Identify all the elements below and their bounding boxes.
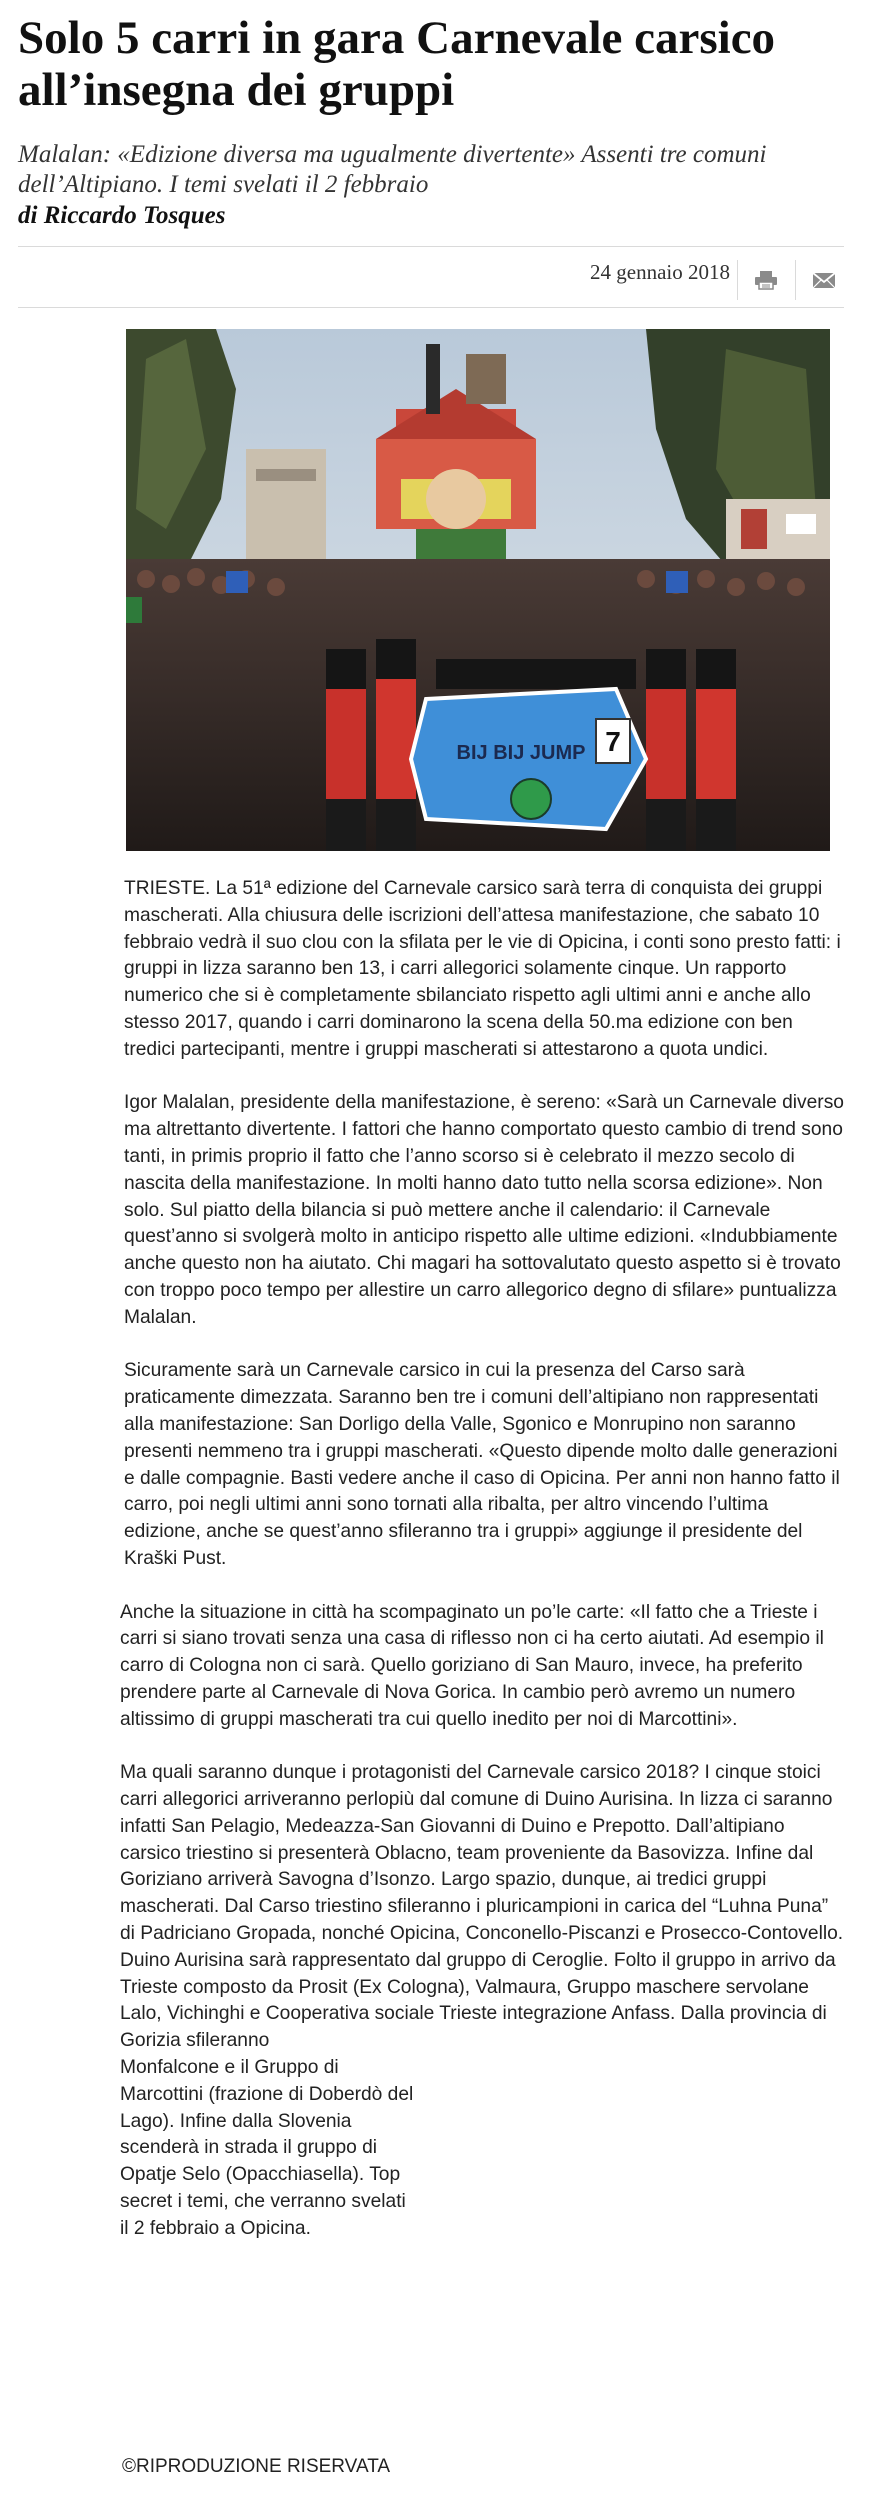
article-meta-bar bbox=[18, 256, 844, 308]
article-headline: Solo 5 carri in gara Carnevale carsico all’insegna dei gruppi bbox=[18, 12, 776, 116]
article-paragraph: Sicuramente sarà un Carnevale carsico in cui la presenza del Carso sarà praticamente dimezzata. Saranno ben tre i comuni dell’altipiano non rappresentati alla manifestazione: San Dorligo della Valle, Sgonico e Monrupino non saranno presenti nemmeno tra i gruppi mascherati. «Questo dipende molto dalle generazioni e dalle compagnie. Basti vedere anche il caso di Opicina. Per anni non hanno fatto il carro, poi negli ultimi anni sono tornati alla ribalta, per altro vincendo l’ultima edizione, anche se quest’anno sfileranno tra i gruppi» aggiunge il presidente del Kraški Pust. bbox=[124, 1360, 840, 1569]
envelope-icon[interactable] bbox=[812, 270, 836, 290]
meta-divider bbox=[795, 260, 796, 300]
meta-divider bbox=[737, 260, 738, 300]
article-tail-line: il 2 febbraio a Opicina. bbox=[120, 2217, 311, 2239]
article-tail-line: Opatje Selo (Opacchiasella). Top bbox=[120, 2164, 401, 2186]
article-paragraph: Anche la situazione in città ha scompaginato un po’le carte: «Il fatto che a Trieste i carri si siano trovati senza una casa di riflesso non ci ha certo aiutati. Ad esempio il carro di Cologna non ci sarà. Quello goriziano di San Mauro, invece, ha preferito prendere parte al Carnevale di Nova Gorica. In cambio però avremo un numero altissimo di gruppi mascherati tra cui quello inedito per noi di Marcottini». bbox=[120, 1601, 824, 1730]
photo-sign-text: BIJ BIJ JUMP bbox=[456, 742, 586, 764]
article-photo bbox=[126, 329, 830, 851]
article-tail-line: Lago). Infine dalla Slovenia bbox=[120, 2110, 352, 2132]
copyright-notice: ©RIPRODUZIONE RISERVATA bbox=[122, 2456, 391, 2477]
article-paragraph: Igor Malalan, presidente della manifestazione, è sereno: «Sarà un Carnevale diverso ma altrettanto divertente. I fattori che hanno comportato questo cambio di trend sono tanti, in primis proprio il fatto che l’anno scorso si è celebrato il mezzo secolo di nascita della manifestazione. In molti hanno dato tutto nella scorsa edizione». Non solo. Sul piatto della bilancia si può mettere anche il calendario: il Carnevale quest’anno si svolgerà molto in anticipo rispetto alle ultime edizioni. «Indubbiamente anche questo non ha aiutato. Chi magari ha sottovalutato questo aspetto si è trovato con troppo poco tempo per allestire un carro allegorico degno di sfilare» puntualizza Malalan. bbox=[124, 1092, 844, 1328]
photo-number-tag: 7 bbox=[605, 726, 621, 757]
header-divider bbox=[18, 246, 844, 247]
article-tail-line: secret i temi, che verranno svelati bbox=[120, 2191, 406, 2213]
article-paragraph: Ma quali saranno dunque i protagonisti del Carnevale carsico 2018? I cinque stoici carri allegorici arriveranno perlopiù dal comune di Duino Aurisina. In lizza ci saranno infatti San Pelagio, Medeazza-San Giovanni di Duino e Prepotto. Dall’altipiano carsico triestino si presenterà Oblacno, team proveniente da Basovizza. Infine dal Goriziano arriverà Savogna d’Isonzo. Largo spazio, dunque, ai tredici gruppi mascherati. Dal Carso triestino sfileranno i pluricampioni in carica del “Luhna Puna” di Padriciano Gropada, nonché Opicina, Conconello-Piscanzi e Prosecco-Contovello. Duino Aurisina sarà rappresentato dal gruppo di Ceroglie. Folto il gruppo in arrivo da Trieste composto da Prosit (Ex Cologna), Valmaura, Gruppo maschere servolane Lalo, Vichinghi e Cooperativa sociale Trieste integrazione Anfass. Dalla provincia di Gorizia sfileranno bbox=[120, 1762, 844, 2052]
article-tail-line: scenderà in strada il gruppo di bbox=[120, 2137, 378, 2159]
print-icon[interactable] bbox=[754, 270, 778, 290]
article-tail-line: Marcottini (frazione di Doberdò del bbox=[120, 2083, 414, 2105]
publish-date: 24 gennaio 2018 bbox=[590, 260, 730, 284]
article-body bbox=[120, 876, 844, 2269]
article-subheadline: Malalan: «Edizione diversa ma ugualmente divertente» Assenti tre comuni dell’Altipiano. I temi svelati il 2 febbraio bbox=[18, 141, 767, 198]
article-paragraph: TRIESTE. La 51ª edizione del Carnevale carsico sarà terra di conquista dei gruppi mascherati. Alla chiusura delle iscrizioni dell’attesa manifestazione, che sabato 10 febbraio vedrà il suo clou con la sfilata per le vie di Opicina, i conti sono presto fatti: i gruppi in lizza saranno ben 13, i carri allegorici solamente cinque. Un rapporto numerico che si è completamente sbilanciato rispetto agli ultimi anni e anche allo stesso 2017, quando i carri dominarono la scena della 50.ma edizione con ben tredici partecipanti, mentre i gruppi mascherati si attestarono a quota undici. bbox=[124, 878, 841, 1060]
article-tail-line: Monfalcone e il Gruppo di bbox=[120, 2057, 339, 2079]
article-paragraph-tail bbox=[120, 2055, 844, 2243]
article-byline: di Riccardo Tosques bbox=[18, 202, 226, 229]
